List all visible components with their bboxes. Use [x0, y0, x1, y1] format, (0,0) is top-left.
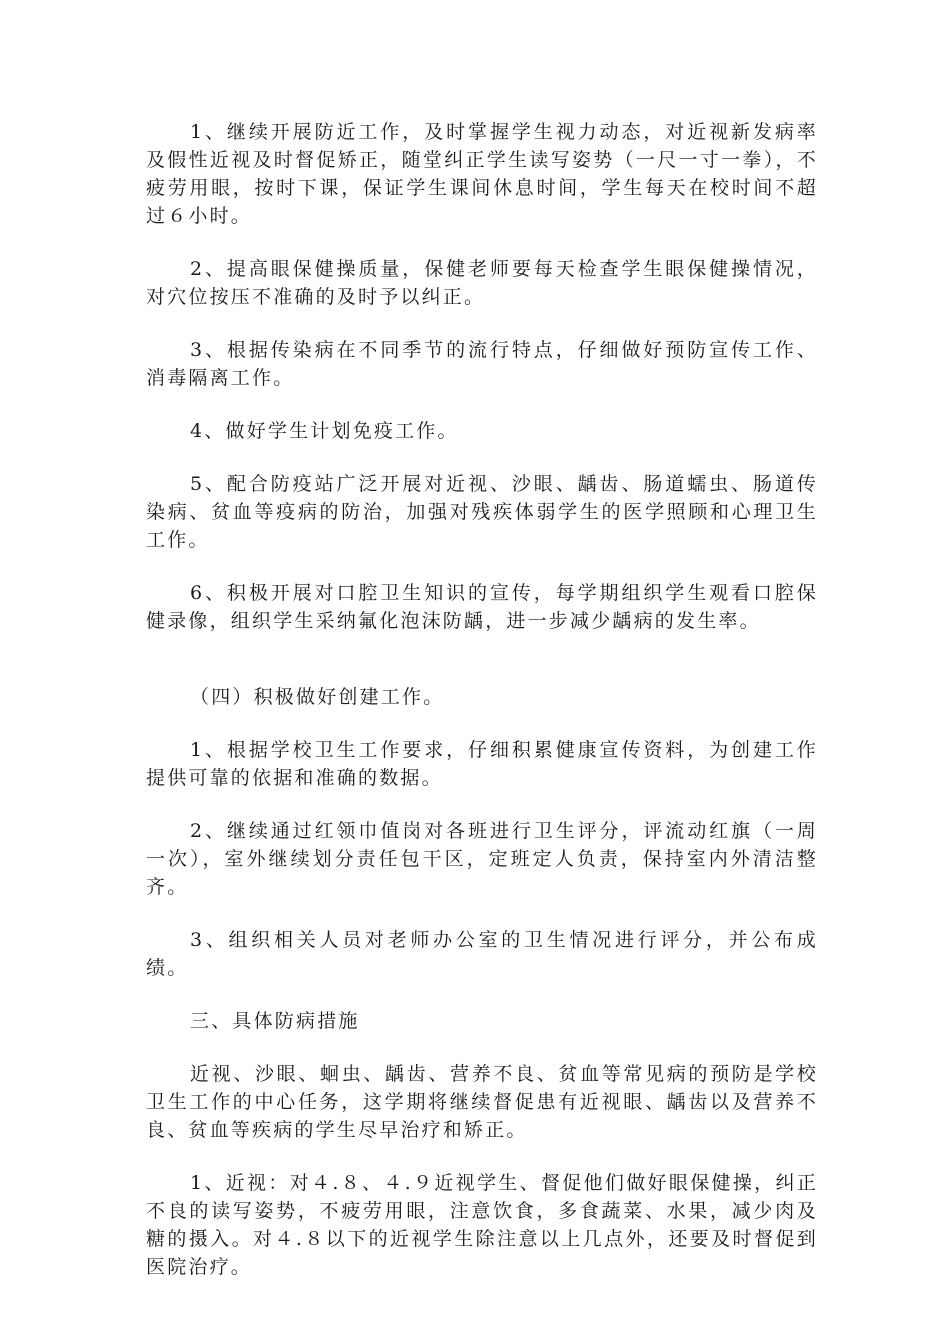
paragraph-disease-control: 5、配合防疫站广泛开展对近视、沙眼、龋齿、肠道蠕虫、肠道传染病、贫血等疫病的防治，加强对残疾体弱学生的医学照顾和心理卫生工作。 [146, 473, 818, 551]
paragraph-myopia-prevention: 1、继续开展防近工作，及时掌握学生视力动态，对近视新发病率及假性近视及时督促矫正，随堂纠正学生读写姿势（一尺一寸一拳），不疲劳用眼，按时下课，保证学生课间休息时间，学生每天在校时间不超过６小时。 [146, 121, 818, 227]
section-heading-creation-work: （四）积极做好创建工作。 [190, 686, 445, 708]
paragraph-oral-health: 6、积极开展对口腔卫生知识的宣传，每学期组织学生观看口腔保健录像，组织学生采纳氟化泡沫防龋，进一步减少龋病的发生率。 [146, 582, 818, 632]
paragraph-myopia-measures: 1、近视：对４.８、４.９近视学生、督促他们做好眼保健操，纠正不良的读写姿势，不疲劳用眼，注意饮食，多食蔬菜、水果，减少肉及糖的摄入。对４.８以下的近视学生除注意以上几点外，还要及时督促到医院治疗。 [146, 1172, 818, 1278]
document-page [146, 118, 818, 1281]
paragraph-eye-exercise: 2、提高眼保健操质量，保健老师要每天检查学生眼保健操情况，对穴位按压不准确的及时予以纠正。 [146, 258, 818, 308]
paragraph-health-materials: 1、根据学校卫生工作要求，仔细积累健康宣传资料，为创建工作提供可靠的依据和准确的数据。 [146, 739, 818, 789]
paragraph-hygiene-scoring: 2、继续通过红领巾值岗对各班进行卫生评分，评流动红旗（一周一次），室外继续划分责任包干区，定班定人负责，保持室内外清洁整齐。 [146, 820, 818, 898]
paragraph-common-diseases: 近视、沙眼、蛔虫、龋齿、营养不良、贫血等常见病的预防是学校卫生工作的中心任务，这学期将继续督促患有近视眼、龋齿以及营养不良、贫血等疾病的学生尽早治疗和矫正。 [146, 1063, 818, 1141]
section-heading-prevention-measures: 三、具体防病措施 [190, 1010, 360, 1032]
paragraph-infectious-disease: 3、根据传染病在不同季节的流行特点，仔细做好预防宣传工作、消毒隔离工作。 [146, 339, 818, 389]
paragraph-immunization: 4、做好学生计划免疫工作。 [190, 420, 459, 442]
paragraph-office-hygiene: 3、组织相关人员对老师办公室的卫生情况进行评分，并公布成绩。 [146, 929, 818, 979]
